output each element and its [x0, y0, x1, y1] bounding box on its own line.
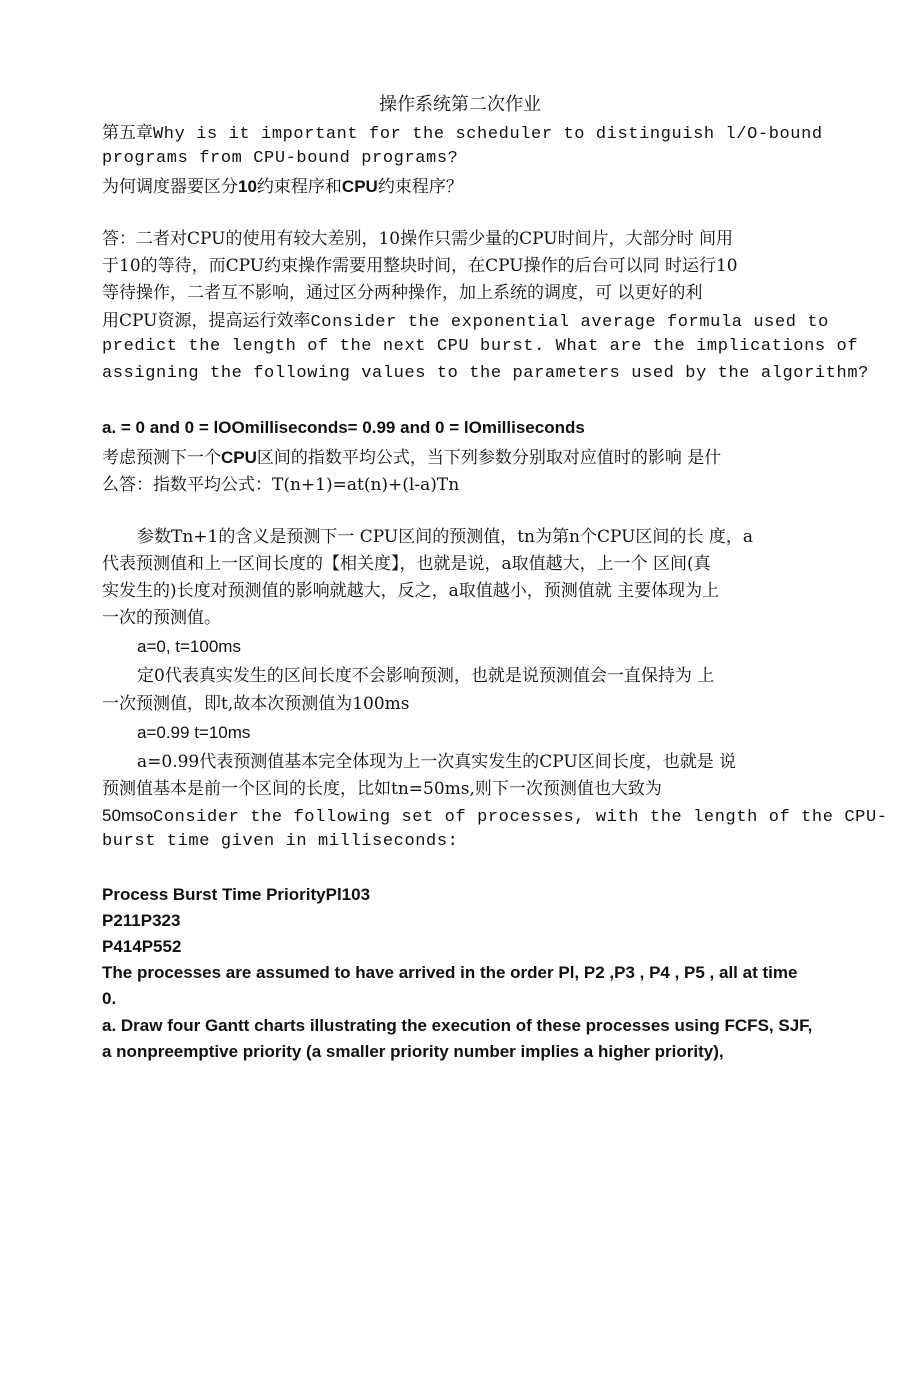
explain-line1: 参数Tn+1的含义是预测下一 CPU区间的预测值，tn为第n个CPU区间的长 度，a	[137, 527, 753, 547]
explain-line4: 一次的预测值。	[102, 608, 221, 628]
cn-text: 为何调度器要区分	[102, 177, 238, 197]
process-table-line1: Process Burst Time PriorityPl103	[102, 885, 371, 904]
gantt-question-line2: a nonpreemptive priority (a smaller priority number implies a higher priority),	[102, 1042, 724, 1061]
explain-line2: 代表预测值和上一区间长度的【相关度】，也就是说，a取值越大，上一个 区间(真	[102, 554, 711, 574]
question-text: Consider the following set of processes, with the length of the CPU-	[153, 808, 888, 827]
cn-bold-text: CPU	[341, 177, 378, 196]
cn-text: 约束程序和	[256, 177, 342, 197]
question2-cn-line1	[102, 444, 721, 471]
question2-params: a. = 0 and 0 = lOOmilliseconds= 0.99 and 0 = lOmilliseconds	[102, 418, 585, 437]
gantt-question-line1: a. Draw four Gantt charts illustrating the execution of these processes using FCFS, SJF,	[102, 1016, 813, 1035]
process-table-line2: P211P323	[102, 911, 181, 930]
answer1-line3: 等待操作，二者互不影响，通过区分两种操作，加上系统的调度，可 以更好的利	[102, 283, 703, 303]
question-text: Why is it important for the scheduler to distinguish l/O-bound	[153, 125, 823, 144]
chapter5-question-line1	[102, 119, 823, 148]
question2-line3: assigning the following values to the parameters used by the algorithm?	[102, 364, 869, 383]
chapter5-question-cn	[102, 173, 463, 200]
answer1-line4	[102, 307, 829, 336]
answer1-line2: 于10的等待，而CPU约束操作需要用整块时间，在CPU操作的后台可以同 时运行10	[102, 256, 738, 276]
chapter-label: 第五章	[102, 123, 153, 143]
case2-line1: a=0.99代表预测值基本完全体现为上一次真实发生的CPU区间长度，也就是 说	[137, 752, 737, 772]
cn-bold-text: 10	[238, 177, 257, 196]
case1-line2: 一次预测值，即t,故本次预测值为100ms	[102, 694, 410, 714]
question2-cn-line2: 么答：指数平均公式：T(n+1)=at(n)+(l-a)Tn	[102, 475, 460, 495]
question3-line2: burst time given in milliseconds:	[102, 832, 459, 851]
process-table-line3: P414P552	[102, 937, 182, 956]
case2-label: a=0.99 t=10ms	[137, 723, 251, 742]
cn-text: 考虑预测下一个	[102, 448, 221, 468]
case2-line3	[102, 802, 888, 831]
case1-label: a=0, t=100ms	[137, 637, 241, 656]
cn-text: 约束程序？	[377, 177, 463, 197]
cn-bold-text: CPU	[221, 448, 257, 467]
cn-text: 50mso	[102, 806, 154, 825]
case2-line2: 预测值基本是前一个区间的长度，比如tn=50ms,则下一次预测值也大致为	[102, 779, 662, 799]
cn-text: 用CPU资源，提高运行效率	[102, 311, 311, 331]
chapter5-question-line2: programs from CPU-bound programs?	[102, 149, 459, 168]
document-title: 操作系统第二次作业	[379, 94, 541, 115]
arrival-line1: The processes are assumed to have arrived in the order Pl, P2 ,P3 , P4 , P5 , all at time	[102, 963, 798, 982]
case1-line1: 定0代表真实发生的区间长度不会影响预测，也就是说预测值会一直保持为 上	[137, 666, 715, 686]
answer1-line1: 答：二者对CPU的使用有较大差别，10操作只需少量的CPU时间片，大部分时 间用	[102, 229, 733, 249]
cn-text: 区间的指数平均公式，当下列参数分别取对应值时的影响 是什	[256, 448, 722, 468]
arrival-line2: 0.	[102, 989, 117, 1008]
question-text: Consider the exponential average formula used to	[310, 313, 829, 332]
question2-line2: predict the length of the next CPU burst. What are the implications of	[102, 337, 859, 356]
explain-line3: 实发生的)长度对预测值的影响就越大，反之，a取值越小，预测值就 主要体现为上	[102, 581, 720, 601]
